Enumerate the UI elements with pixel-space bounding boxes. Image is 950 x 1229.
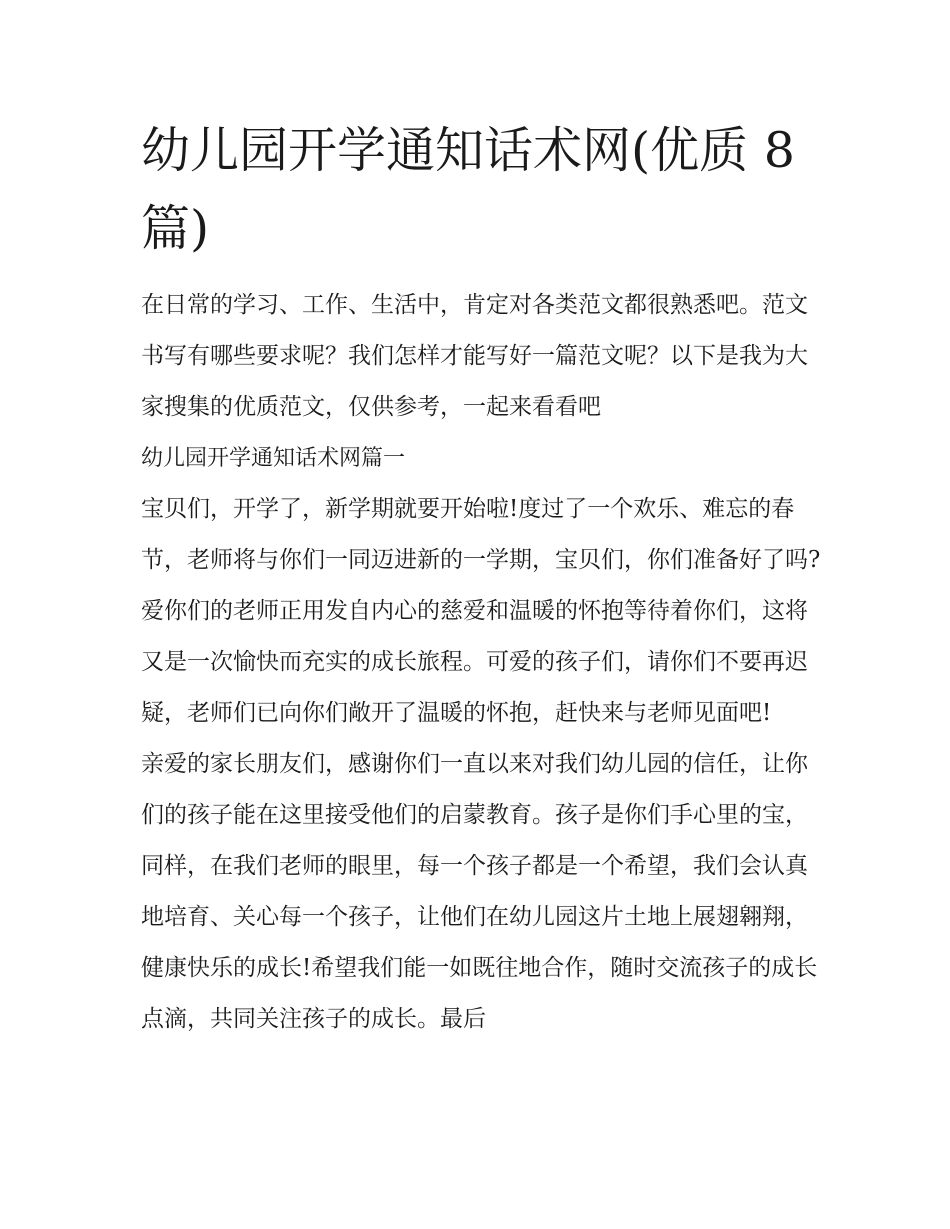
document-body xyxy=(141,280,821,1045)
document-title: 幼儿园开学通知话术网(优质 8 篇) xyxy=(141,122,795,257)
body-paragraph-2: 亲爱的家长朋友们，感谢你们一直以来对我们幼儿园的信任，让你们的孩子能在这里接受他们的启蒙教育。孩子是你们手心里的宝，同样，在我们老师的眼里，每一个孩子都是一个希望，我们会认真地培育、关心每一个孩子，让他们在幼儿园这片土地上展翅翱翔，健康快乐的成长!希望我们能一如既往地合作，随时交流孩子的成长点滴，共同关注孩子的成长。最后 xyxy=(141,751,818,1032)
intro-paragraph: 在日常的学习、工作、生活中，肯定对各类范文都很熟悉吧。范文书写有哪些要求呢？我们怎样才能写好一篇范文呢？以下是我为大家搜集的优质范文，仅供参考，一起来看看吧 xyxy=(141,292,808,420)
body-paragraph-1: 宝贝们，开学了，新学期就要开始啦!度过了一个欢乐、难忘的春节，老师将与你们一同迈进新的一学期，宝贝们，你们准备好了吗?爱你们的老师正用发自内心的慈爱和温暖的怀抱等待着你们，这将又是一次愉快而充实的成长旅程。可爱的孩子们，请你们不要再迟疑，老师们已向你们敞开了温暖的怀抱，赶快来与老师见面吧! xyxy=(141,496,821,726)
section-heading: 幼儿园开学通知话术网篇一 xyxy=(141,446,406,471)
